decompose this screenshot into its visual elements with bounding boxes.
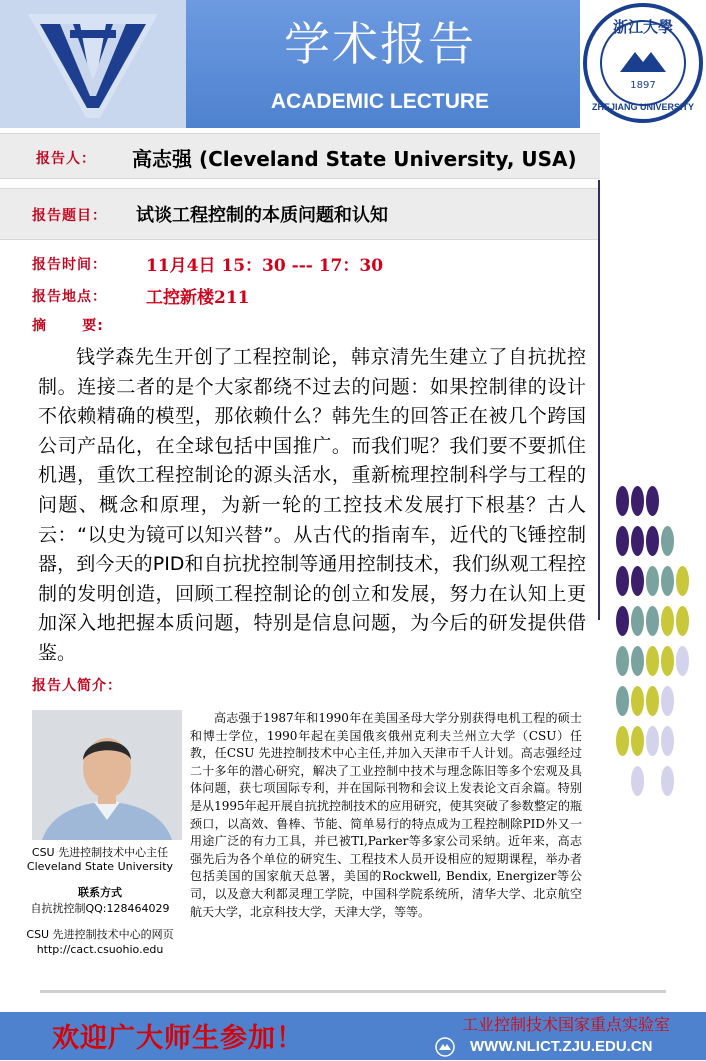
speaker-name: 高志强 (Cleveland State University, USA): [132, 147, 577, 171]
lecture-title-en: ACADEMIC LECTURE: [270, 90, 490, 113]
decorative-dots: [612, 486, 706, 806]
decorative-vertical-line: [598, 180, 600, 620]
lecture-title-cn: 学术报告: [284, 17, 476, 71]
caption-title: CSU 先进控制技术中心主任: [31, 846, 169, 859]
topic-title: 试谈工程控制的本质问题和认知: [136, 205, 388, 226]
homepage-link[interactable]: http://cact.csuohio.edu: [36, 943, 164, 956]
speaker-photo: [32, 710, 182, 840]
left-logo: [0, 0, 186, 128]
university-emblem-icon: [434, 1037, 456, 1057]
caption-university: Cleveland State University: [26, 860, 174, 873]
homepage-label: CSU 先进控制技术中心的网页: [26, 928, 174, 941]
seal-bottom-text: ZHEJIANG UNIVERSITY: [591, 102, 695, 112]
welcome-text: 欢迎广大师生参加！: [52, 1023, 304, 1054]
topic-label: 报告题目：: [32, 208, 107, 224]
bio-text: 高志强于1987年和1990年在美国圣母大学分别获得电机工程的硕士和博士学位，1990年起在美国俄亥俄州克利夫兰州立大学（CSU）任教，任CSU 先进控制技术中心主任,并加入天津市千人计划。高志强经过二十多年的潜心研究，解决了工业控制中技术与理念陈旧等多个宏观及具体问题，获七项国际专利，并在国际刊物和会议上发表论文百余篇。特别是从1995年起开展自抗扰控制技术的应用研究，使其突破了参数整定的瓶颈口，以高效、鲁棒、节能、简单易行的特点成为工程控制除PID外又一用途广泛的有力工具，并已被TI,Parker等多家公司采纳。近年来，高志强先后为各个单位的研究生、工程技术人员开设相应的短期课程，举办者包括美国的国家航天总署，美国的Rockwell, Bendix, Energizer等公司，以及意大利都灵理工学院，中国科学院系统所，清华大学、北京航空航天大学，北京科技大学，天津大学，等等。: [190, 711, 582, 919]
lab-name: 工业控制技术国家重点实验室: [461, 1015, 670, 1034]
bio-label: 报告人简介：: [32, 678, 122, 694]
time-label: 报告时间：: [32, 257, 107, 273]
abstract-label: 摘 要:: [32, 318, 104, 334]
zhejiang-university-seal: [580, 0, 706, 128]
location-value: 工控新楼211: [146, 288, 250, 308]
footer-divider: [40, 990, 666, 993]
seal-year: 1897: [630, 80, 656, 91]
contact-label: 联系方式: [78, 886, 122, 899]
contact-qq: 自抗扰控制QQ:128464029: [30, 902, 170, 915]
speaker-label: 报告人：: [36, 151, 96, 167]
website-link[interactable]: WWW.NLICT.ZJU.EDU.CN: [470, 1038, 653, 1055]
location-label: 报告地点：: [32, 289, 107, 305]
time-value: 11月4日 15：30 --- 17：30: [146, 256, 384, 276]
seal-top-text: 浙江大學: [612, 18, 674, 36]
abstract-text: 钱学森先生开创了工程控制论，韩京清先生建立了自抗扰控制。连接二者的是个大家都绕不过去的问题：如果控制律的设计不依赖精确的模型，那依赖什么？韩先生的回答正在被几个跨国公司产品化，在全球包括中国推广。而我们呢？我们要不要抓住机遇，重饮工程控制论的源头活水，重新梳理控制科学与工程的问题、概念和原理，为新一轮的工控技术发展打下根基？古人云：“以史为镜可以知兴替”。从古代的指南车，近代的飞锤控制器，到今天的PID和自抗扰控制等通用控制技术，我们纵观工程控制的发明创造，回顾工程控制论的创立和发展，努力在认知上更加深入地把握本质问题，特别是信息问题，为今后的研发提供借鉴。: [38, 346, 586, 664]
